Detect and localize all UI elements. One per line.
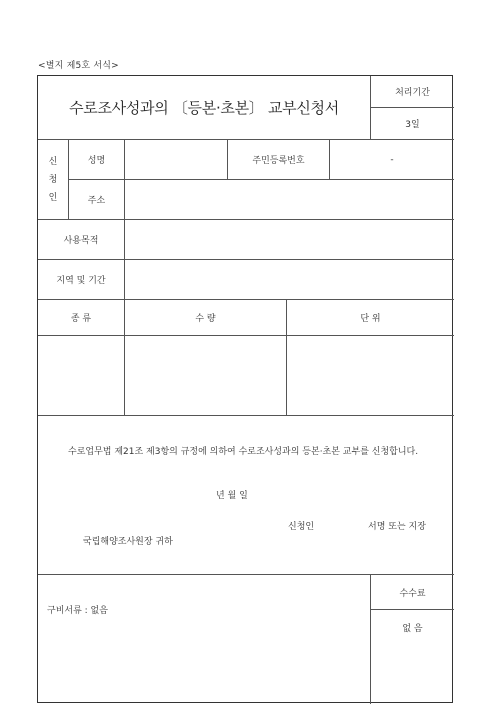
row-line	[38, 415, 454, 416]
address-field[interactable]	[125, 180, 454, 219]
column-header-type: 종 류	[70, 314, 92, 324]
addressee: 국립해양조사원장 귀하	[83, 537, 173, 547]
applicant-sign-label: 신청인	[288, 522, 315, 532]
item-quantity-field[interactable]	[125, 336, 286, 415]
name-field[interactable]	[125, 140, 227, 179]
id-number-label: 주민등록번호	[252, 156, 305, 166]
purpose-field[interactable]	[125, 220, 454, 259]
applicant-char: 청	[48, 174, 58, 185]
applicant-char: 신	[48, 156, 58, 167]
processing-period-label: 처리기간	[395, 88, 430, 98]
column-header-unit: 단 위	[360, 314, 381, 324]
application-statement: 수로업무법 제21조 제3항의 규정에 의하여 수로조사성과의 등본·초본 교부를 신청합니다.	[68, 447, 419, 457]
form-caption: <별지 제5호 서식>	[38, 61, 119, 71]
fee-label: 수수료	[399, 588, 426, 599]
region-period-field[interactable]	[125, 260, 454, 299]
signature-note: 서명 또는 지장	[368, 522, 426, 532]
item-unit-field[interactable]	[287, 336, 454, 415]
processing-period-value: 3일	[405, 120, 420, 130]
name-label: 성명	[87, 156, 106, 166]
applicant-group-label	[38, 140, 68, 219]
attachments-note: 구비서류 : 없음	[47, 606, 108, 616]
application-form	[37, 75, 453, 703]
fee-value: 없 음	[402, 623, 423, 634]
id-number-field[interactable]: -	[390, 154, 394, 165]
applicant-char: 인	[48, 192, 58, 203]
region-period-label: 지역 및 기간	[56, 276, 106, 286]
address-label: 주소	[87, 196, 106, 206]
purpose-label: 사용목적	[63, 236, 99, 246]
form-title: 수로조사성과의 〔등본·초본〕 교부신청서	[69, 99, 339, 117]
date-line: 년 월 일	[216, 491, 248, 501]
column-header-quantity: 수 량	[195, 314, 216, 324]
item-type-field[interactable]	[38, 336, 124, 415]
